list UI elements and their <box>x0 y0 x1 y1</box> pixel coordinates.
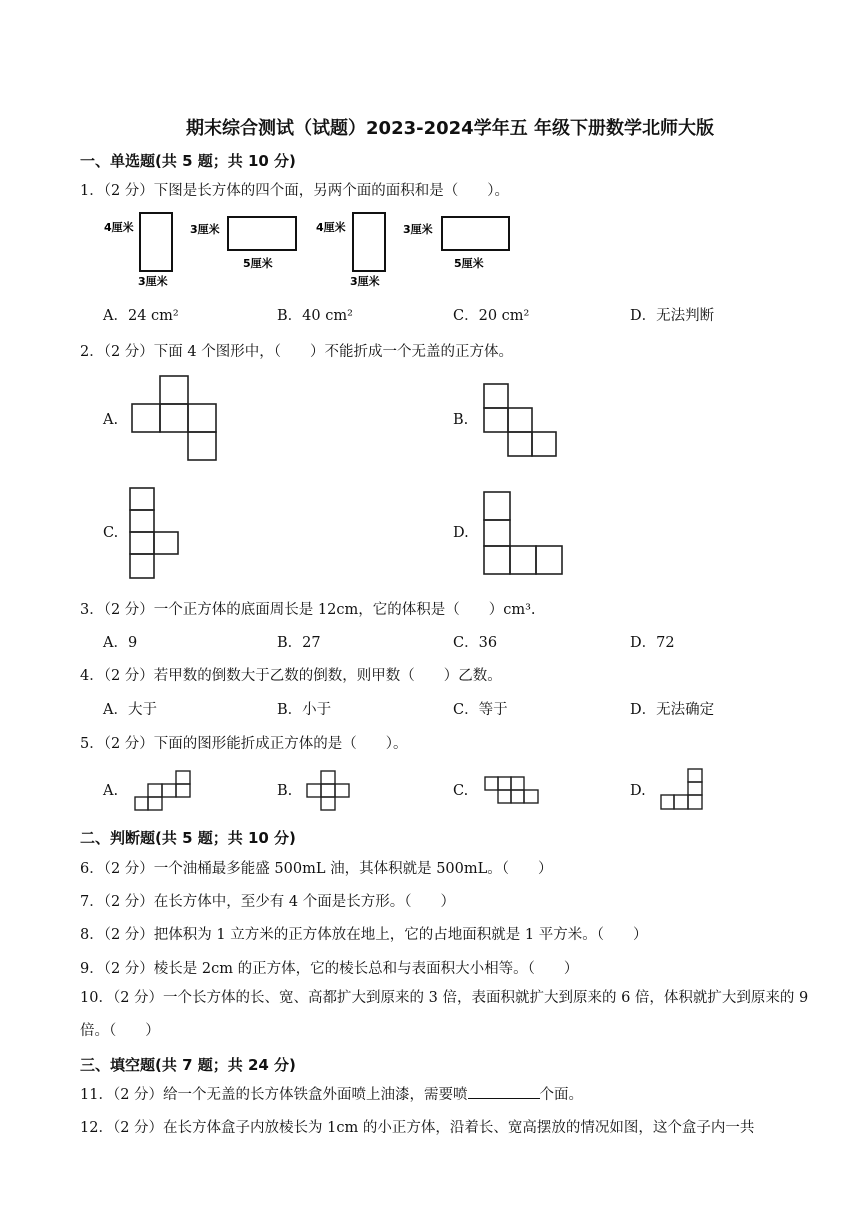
q3-option-a[interactable]: A．9 <box>103 635 138 651</box>
q4-option-c[interactable]: C．等于 <box>453 702 508 718</box>
q2-net-b <box>482 382 562 458</box>
face-rect-1 <box>140 213 172 271</box>
q2-net-c <box>128 486 182 582</box>
q5-net-a <box>134 770 194 812</box>
q4-option-d[interactable]: D．无法确定 <box>630 702 715 718</box>
page-title: 期末综合测试（试题）2023-2024学年五 年级下册数学北师大版 <box>186 118 714 139</box>
q1-option-b[interactable]: B．40 cm² <box>277 308 353 324</box>
question-11 <box>80 1083 583 1104</box>
q3-option-c[interactable]: C．36 <box>453 635 498 651</box>
q5-net-d <box>660 768 706 812</box>
dim-label-5cm: 5厘米 <box>454 257 484 270</box>
q2-option-c[interactable]: C. <box>103 525 119 541</box>
q5-net-b <box>306 770 352 812</box>
q5-option-c[interactable]: C. <box>453 783 469 799</box>
question-11-text: 11．（2 分）给一个无盖的长方体铁盒外面喷上油漆，需要喷 <box>80 1087 468 1103</box>
dim-label-3cm: 3厘米 <box>138 275 168 288</box>
question-1-figure <box>100 208 520 290</box>
q2-net-d <box>482 490 568 578</box>
question-2-text: 2．（2 分）下面 4 个图形中，（ ）不能折成一个无盖的正方体。 <box>80 344 514 360</box>
dim-label-3cm: 3厘米 <box>403 223 433 236</box>
question-7-text: 7．（2 分）在长方体中，至少有 4 个面是长方形。（ ） <box>80 894 456 910</box>
face-rect-3 <box>353 213 385 271</box>
dim-label-4cm: 4厘米 <box>316 221 346 234</box>
face-rect-4 <box>442 217 509 250</box>
q2-option-d[interactable]: D. <box>453 525 469 541</box>
dim-label-3cm: 3厘米 <box>350 275 380 288</box>
question-9-text: 9．（2 分）棱长是 2cm 的正方体，它的棱长总和与表面积大小相等。（ ） <box>80 961 579 977</box>
q2-option-b[interactable]: B. <box>453 412 469 428</box>
section-heading-single-choice: 一、单选题(共 5 题；共 10 分) <box>80 152 296 170</box>
q3-option-d[interactable]: D．72 <box>630 635 675 651</box>
q5-option-d[interactable]: D. <box>630 783 646 799</box>
question-1-text: 1．（2 分）下图是长方体的四个面，另两个面的面积和是（ ）。 <box>80 183 510 199</box>
answer-blank[interactable] <box>468 1084 540 1099</box>
question-11-suffix: 个面。 <box>539 1087 584 1103</box>
q4-option-b[interactable]: B．小于 <box>277 702 332 718</box>
question-12-text: 12．（2 分）在长方体盒子内放棱长为 1cm 的小正方体，沿着长、宽高摆放的情况如图，这个盒子内一共 <box>80 1120 755 1136</box>
q1-option-c[interactable]: C．20 cm² <box>453 308 530 324</box>
q5-option-a[interactable]: A. <box>103 783 119 799</box>
q5-net-c <box>484 776 542 806</box>
dim-label-5cm: 5厘米 <box>243 257 273 270</box>
q1-option-a[interactable]: A．24 cm² <box>103 308 179 324</box>
q4-option-a[interactable]: A．大于 <box>103 702 157 718</box>
section-heading-true-false: 二、判断题(共 5 题；共 10 分) <box>80 829 296 847</box>
q2-option-a[interactable]: A. <box>103 412 119 428</box>
q1-option-d[interactable]: D．无法判断 <box>630 308 715 324</box>
q3-option-b[interactable]: B．27 <box>277 635 321 651</box>
question-4-text: 4．（2 分）若甲数的倒数大于乙数的倒数，则甲数（ ）乙数。 <box>80 668 502 684</box>
question-10-text: 10．（2 分）一个长方体的长、宽、高都扩大到原来的 3 倍，表面积就扩大到原来的 6 倍，体积就扩大到原来的 9 倍。（ ） <box>80 990 809 1039</box>
question-6-text: 6．（2 分）一个油桶最多能盛 500mL 油，其体积就是 500mL。（ ） <box>80 861 553 877</box>
dim-label-3cm: 3厘米 <box>190 223 220 236</box>
q2-net-a <box>130 374 222 464</box>
question-8-text: 8．（2 分）把体积为 1 立方米的正方体放在地上，它的占地面积就是 1 平方米。（ ） <box>80 927 648 943</box>
section-heading-fill-blank: 三、填空题(共 7 题；共 24 分) <box>80 1056 296 1074</box>
q5-option-b[interactable]: B. <box>277 783 293 799</box>
dim-label-4cm: 4厘米 <box>104 221 134 234</box>
face-rect-2 <box>228 217 296 250</box>
question-3-text: 3．（2 分）一个正方体的底面周长是 12cm，它的体积是（ ）cm³. <box>80 602 536 618</box>
question-5-text: 5．（2 分）下面的图形能折成正方体的是（ ）。 <box>80 736 408 752</box>
